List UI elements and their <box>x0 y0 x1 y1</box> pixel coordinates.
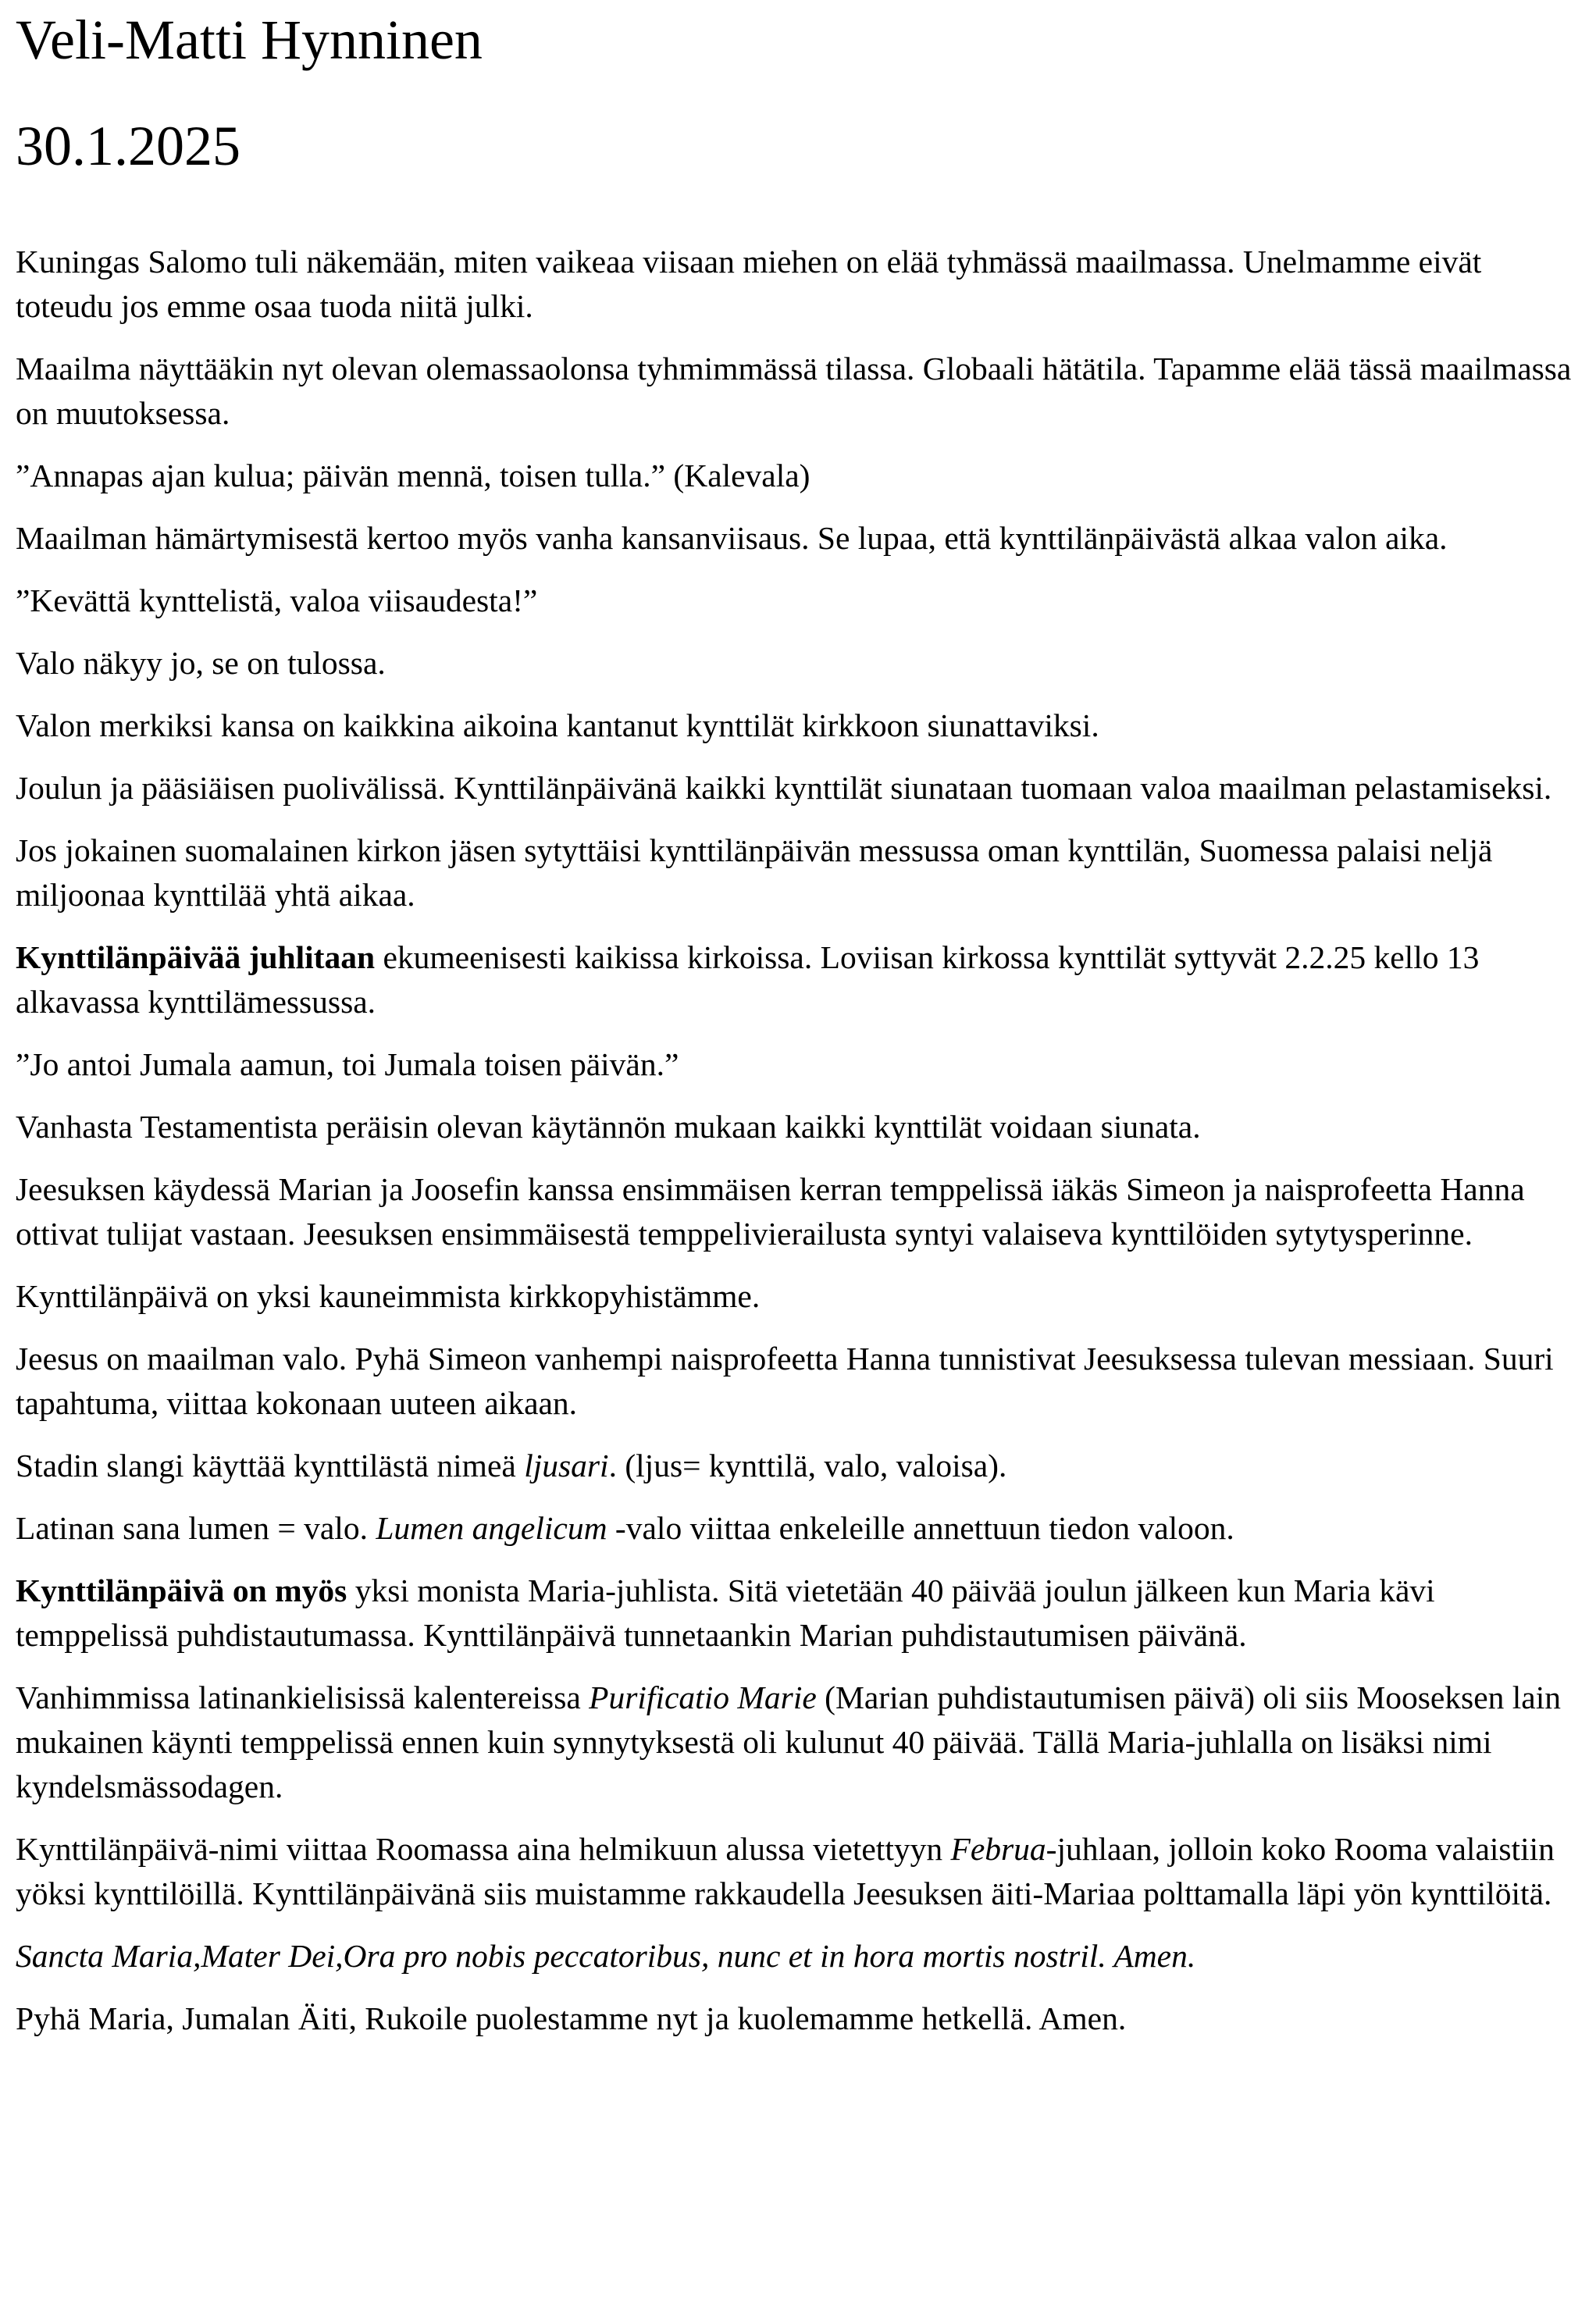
text-run: Kuningas Salomo tuli näkemään, miten vaikeaa viisaan miehen on elää tyhmässä maailmassa. Unelmamme eivät toteudu jos emme osaa tuoda niitä julki. <box>16 244 1482 324</box>
italic-text: Purificatio Marie <box>589 1679 817 1715</box>
text-run: Maailman hämärtymisestä kertoo myös vanha kansanviisaus. Se lupaa, että kynttilänpäivästä alkaa valon aika. <box>16 520 1448 556</box>
paragraph <box>16 1996 1580 2041</box>
paragraph <box>16 1042 1580 1087</box>
text-run: Pyhä Maria, Jumalan Äiti, Rukoile puolestamme nyt ja kuolemamme hetkellä. Amen. <box>16 2000 1127 2036</box>
author-name: Veli-Matti Hynninen <box>16 9 483 71</box>
paragraph <box>16 1105 1580 1149</box>
paragraph <box>16 1676 1580 1809</box>
text-run: Vanhasta Testamentista peräisin olevan käytännön mukaan kaikki kynttilät voidaan siunata. <box>16 1109 1201 1145</box>
text-run: -juhlaan, jolloin koko Rooma valaistiin yöksi kynttilöillä. Kynttilänpäivänä siis muistamme rakkaudella Jeesuksen äiti-Mariaa polttamalla läpi yön kynttilöitä. <box>16 1831 1555 1911</box>
text-run: ”Jo antoi Jumala aamun, toi Jumala toisen päivän.” <box>16 1046 679 1082</box>
paragraph <box>16 703 1580 748</box>
text-run: ”Annapas ajan kulua; päivän mennä, toisen tulla.” (Kalevala) <box>16 458 810 493</box>
text-run: yksi monista Maria-juhlista. Sitä vietetään 40 päivää joulun jälkeen kun Maria kävi temppelissä puhdistautumassa. Kynttilänpäivä tunnetaankin Marian puhdistautumisen päivänä. <box>16 1573 1435 1653</box>
text-run: (Marian puhdistautumisen päivä) oli siis Mooseksen lain mukainen käynti temppelissä ennen kuin synnytyksestä oli kulunut 40 päivää. Tällä Maria-juhlalla on lisäksi nimi kyndelsmässodagen. <box>16 1679 1561 1804</box>
italic-text: ljusari <box>524 1448 609 1483</box>
paragraph <box>16 1506 1580 1551</box>
paragraph <box>16 1827 1580 1916</box>
paragraph <box>16 240 1580 329</box>
text-run: Stadin slangi käyttää kynttilästä nimeä <box>16 1448 525 1483</box>
text-run: Jeesus on maailman valo. Pyhä Simeon vanhempi naisprofeetta Hanna tunnistivat Jeesuksessa tulevan messiaan. Suuri tapahtuma, viittaa kokonaan uuteen aikaan. <box>16 1341 1554 1421</box>
text-run: Jos jokainen suomalainen kirkon jäsen sytyttäisi kynttilänpäivän messussa oman kynttilän, Suomessa palaisi neljä miljoonaa kynttilää yhtä aikaa. <box>16 832 1493 913</box>
document-body <box>16 240 1580 2041</box>
paragraph <box>16 1337 1580 1426</box>
text-run: Kynttilänpäivä-nimi viittaa Roomassa aina helmikuun alussa vietettyyn <box>16 1831 951 1867</box>
paragraph <box>16 641 1580 686</box>
paragraph <box>16 516 1580 561</box>
paragraph <box>16 766 1580 810</box>
paragraph <box>16 1569 1580 1658</box>
text-run: Valon merkiksi kansa on kaikkina aikoina kantanut kynttilät kirkkoon siunattaviksi. <box>16 707 1099 743</box>
text-run: -valo viittaa enkeleille annettuun tiedon valoon. <box>607 1510 1234 1546</box>
text-run: ”Kevättä kynttelistä, valoa viisaudesta!” <box>16 582 538 618</box>
text-run: Maailma näyttääkin nyt olevan olemassaolonsa tyhmimmässä tilassa. Globaali hätätila. Tapamme elää tässä maailmassa on muutoksessa. <box>16 351 1572 431</box>
document <box>16 0 1580 2059</box>
publication-date: 30.1.2025 <box>16 115 240 177</box>
italic-text: Lumen angelicum <box>376 1510 607 1546</box>
text-run: Jeesuksen käydessä Marian ja Joosefin kanssa ensimmäisen kerran temppelissä iäkäs Simeon ja naisprofeetta Hanna ottivat tulijat vastaan. Jeesuksen ensimmäisestä temppelivierailusta syntyi valaiseva kynttilöiden sytytysperinne. <box>16 1171 1525 1252</box>
text-run: . (ljus= kynttilä, valo, valoisa). <box>608 1448 1007 1483</box>
paragraph <box>16 454 1580 498</box>
text-run: ekumeenisesti kaikissa kirkoissa. Loviisan kirkossa kynttilät syttyvät 2.2.25 kello 13 alkavassa kynttilämessussa. <box>16 939 1480 1020</box>
italic-text: Sancta Maria,Mater Dei,Ora pro nobis peccatoribus, nunc et in hora mortis nostril. Amen. <box>16 1938 1196 1974</box>
paragraph <box>16 347 1580 436</box>
paragraph <box>16 579 1580 623</box>
text-run: Vanhimmissa latinankielisissä kalentereissa <box>16 1679 590 1715</box>
paragraph <box>16 1444 1580 1488</box>
bold-text: Kynttilänpäivää juhlitaan <box>16 939 376 975</box>
paragraph <box>16 935 1580 1024</box>
text-run: Latinan sana lumen = valo. <box>16 1510 376 1546</box>
text-run: Joulun ja pääsiäisen puolivälissä. Kynttilänpäivänä kaikki kynttilät siunataan tuomaan valoa maailman pelastamiseksi. <box>16 770 1552 806</box>
paragraph <box>16 1274 1580 1319</box>
paragraph <box>16 828 1580 917</box>
text-run: Valo näkyy jo, se on tulossa. <box>16 645 386 681</box>
bold-text: Kynttilänpäivä on myös <box>16 1573 347 1608</box>
paragraph <box>16 1934 1580 1979</box>
text-run: Kynttilänpäivä on yksi kauneimmista kirkkopyhistämme. <box>16 1278 761 1314</box>
paragraph <box>16 1167 1580 1256</box>
italic-text: Februa <box>950 1831 1046 1867</box>
